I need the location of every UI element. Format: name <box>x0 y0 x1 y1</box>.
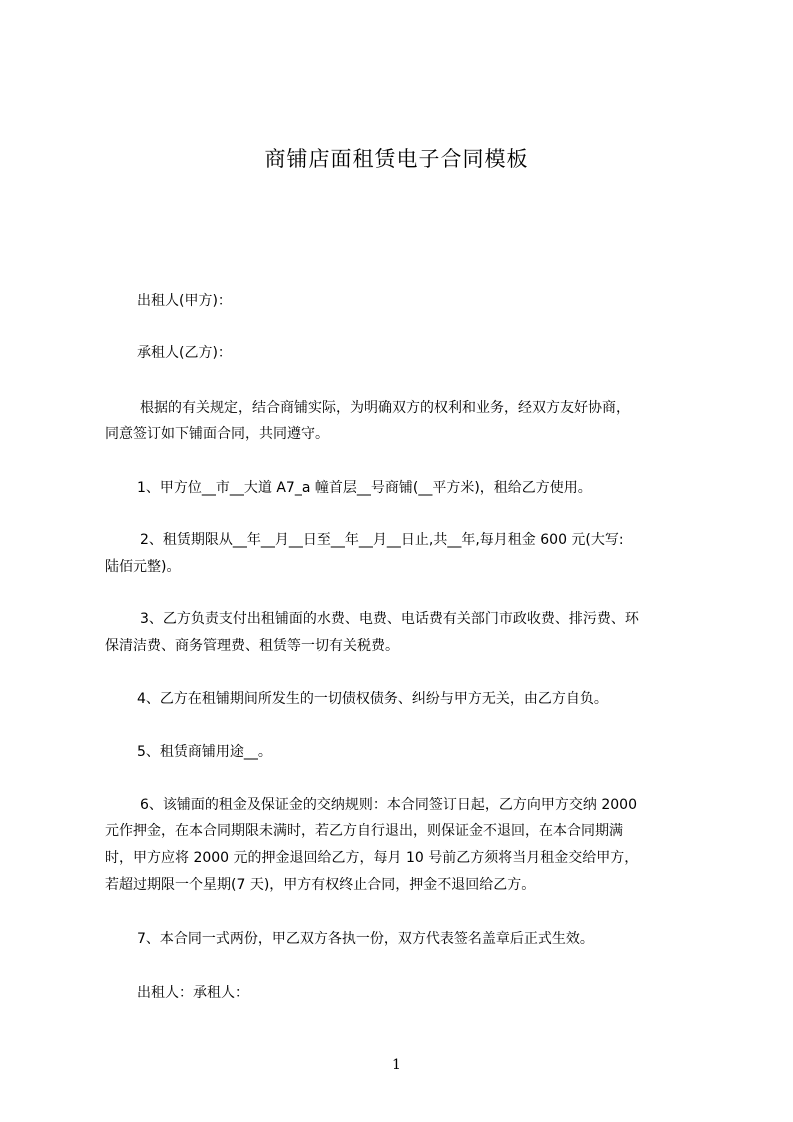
clause-6-line-2: 元作押金，在本合同期限未满时，若乙方自行退出，则保证金不退回，在本合同期满 <box>105 823 623 839</box>
signature-line: 出租人：承租人： <box>137 985 249 1001</box>
clause-7-line-1: 7、本合同一式两份，甲乙双方各执一份，双方代表签名盖章后正式生效。 <box>137 931 594 947</box>
clause-2-line-1: 2、租赁期限从__年__月__日至__年__月__日止,共__年,每月租金 600 元(大写: <box>140 532 624 548</box>
lessor-label: 出租人(甲方)： <box>137 293 232 309</box>
clause-5-line-1: 5、租赁商铺用途__。 <box>137 744 272 760</box>
intro-line-2: 同意签订如下铺面合同，共同遵守。 <box>105 426 329 442</box>
clause-6-line-1: 6、该铺面的租金及保证金的交纳规则：本合同签订日起，乙方向甲方交纳 2000 <box>140 797 637 813</box>
intro-line-1: 根据的有关规定，结合商铺实际，为明确双方的权利和业务，经双方友好协商， <box>140 400 630 416</box>
clause-1-line-1: 1、甲方位__市__大道 A7_a 幢首层__号商铺(__平方米)，租给乙方使用。 <box>137 480 592 496</box>
document-title: 商铺店面租赁电子合同模板 <box>264 147 529 171</box>
clause-6-line-3: 时，甲方应将 2000 元的押金退回给乙方，每月 10 号前乙方须将当月租金交给甲方， <box>105 850 639 866</box>
page-number: 1 <box>392 1057 401 1073</box>
clause-6-line-4: 若超过期限一个星期(7 天)，甲方有权终止合同，押金不退回给乙方。 <box>105 877 536 893</box>
lessee-label: 承租人(乙方)： <box>137 345 232 361</box>
clause-2-line-2: 陆佰元整)。 <box>105 559 181 575</box>
clause-4-line-1: 4、乙方在租铺期间所发生的一切债权债务、纠纷与甲方无关，由乙方自负。 <box>137 691 608 707</box>
clause-3-line-2: 保清洁费、商务管理费、租赁等一切有关税费。 <box>105 638 399 654</box>
clause-3-line-1: 3、乙方负责支付出租铺面的水费、电费、电话费有关部门市政收费、排污费、环 <box>140 611 639 627</box>
